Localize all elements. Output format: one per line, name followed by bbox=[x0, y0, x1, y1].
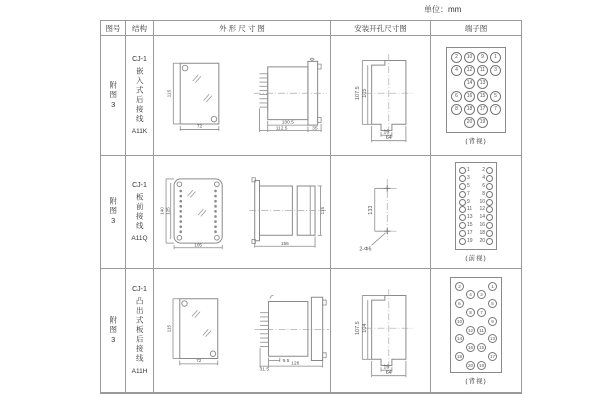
dim-label: 104 bbox=[361, 323, 368, 333]
front-view-drawing bbox=[154, 54, 230, 138]
structure-name: CJ-1 bbox=[132, 286, 147, 294]
terminal-caption: (前视) bbox=[465, 255, 487, 262]
fig-no-text: 附图3 bbox=[108, 315, 118, 346]
model-code: A11K bbox=[131, 128, 148, 135]
dim-label: 105 bbox=[361, 88, 368, 98]
structure-name: CJ-1 bbox=[132, 56, 147, 63]
dim-label: 125 bbox=[165, 207, 171, 215]
front-view-drawing bbox=[154, 289, 229, 373]
terminal-caption: (背视) bbox=[465, 377, 487, 385]
dim-label: 72 bbox=[196, 358, 202, 364]
row1-outline-cell bbox=[154, 36, 331, 156]
front-view-drawing bbox=[154, 171, 231, 253]
header-fig-no: 图号 bbox=[101, 21, 126, 36]
row1-structure bbox=[126, 36, 154, 156]
fig-no-text: 附图3 bbox=[108, 80, 118, 111]
clip-hook-icon bbox=[270, 295, 274, 298]
mount-hole-drawing bbox=[342, 283, 420, 378]
header-mount: 安装开孔尺寸图 bbox=[331, 21, 431, 36]
dim-label: 126 bbox=[290, 361, 299, 367]
header-terminal: 端子图 bbox=[431, 21, 521, 36]
dim-label: 115 bbox=[320, 206, 326, 215]
row3-fig-no bbox=[101, 269, 126, 393]
mirror-hatch-icon bbox=[192, 310, 211, 336]
row2-mount-cell bbox=[331, 156, 431, 269]
dim-label: 115 bbox=[167, 324, 173, 332]
dim-label: 16 bbox=[382, 129, 389, 136]
header-structure: 结构 bbox=[126, 21, 154, 36]
mount-hole-drawing bbox=[342, 48, 420, 143]
row1-mount-cell bbox=[331, 36, 431, 156]
row3-terminal-cell bbox=[431, 269, 521, 393]
row2-structure bbox=[126, 156, 154, 269]
dim-label: 64 bbox=[385, 135, 392, 142]
structure-type: 凸出式板后接线 bbox=[135, 297, 145, 364]
terminal-caption: (背视) bbox=[465, 137, 487, 145]
dim-label: 140 bbox=[159, 207, 165, 215]
dim-label: 64 bbox=[385, 370, 392, 377]
dim-label: 100.5 bbox=[281, 120, 294, 126]
model-code: A11H bbox=[131, 367, 148, 375]
pin-comb bbox=[259, 72, 267, 111]
unit-label: 单位：mm bbox=[424, 5, 462, 14]
row1-terminal-cell bbox=[431, 36, 521, 156]
dim-label: 16 bbox=[382, 364, 389, 371]
fig-no-text: 附图3 bbox=[108, 197, 118, 227]
clip-hook-icon bbox=[310, 58, 314, 60]
row3-mount-cell bbox=[331, 269, 431, 393]
dim-label: 72 bbox=[196, 123, 203, 129]
dim-label: 107.5 bbox=[354, 86, 361, 100]
mirror-hatch-icon bbox=[187, 190, 206, 216]
row2-outline-cell bbox=[154, 156, 331, 269]
mount-hole-drawing bbox=[342, 165, 420, 260]
structure-name: CJ-1 bbox=[132, 182, 147, 189]
row3-outline-cell bbox=[154, 269, 331, 393]
dim-label: 115 bbox=[167, 89, 173, 97]
side-view-drawing bbox=[239, 289, 330, 373]
dim-label: 105 bbox=[194, 242, 203, 248]
dim-label: 31.5 bbox=[259, 366, 269, 372]
side-view-drawing bbox=[240, 55, 330, 137]
row2-terminal-cell bbox=[431, 156, 521, 269]
dim-label: 2-Φ6 bbox=[358, 246, 372, 253]
dim-label: 9.5 bbox=[282, 358, 290, 364]
terminal-diagram: 1 2 3 4 5 6 7 8 9 10 11 12 13 14 15 16 17 18 19 20 bbox=[455, 162, 497, 250]
row2-fig-no bbox=[101, 156, 126, 269]
dim-label: 133 bbox=[367, 205, 374, 215]
dim-label: 107.5 bbox=[354, 321, 361, 335]
side-view-drawing bbox=[241, 171, 330, 253]
mirror-hatch-icon bbox=[193, 74, 212, 101]
structure-type: 嵌入式后接线 bbox=[135, 67, 145, 124]
dim-label: 156 bbox=[280, 241, 289, 247]
terminal-diagram: 2 1 4 3 6 5 8 7 10 9 12 11 14 13 16 15 18 17 20 19 bbox=[450, 277, 502, 373]
row1-fig-no bbox=[101, 36, 126, 156]
dim-label: 112.5 bbox=[275, 125, 288, 131]
header-outline: 外 形 尺 寸 图 bbox=[154, 21, 331, 36]
terminal-diagram: 2 10 9 1 4 12 11 3 14 13 6 16 15 5 8 18 17 7 20 19 bbox=[446, 47, 506, 133]
dim-label: 35 bbox=[312, 125, 318, 131]
structure-type: 板前接线 bbox=[135, 193, 145, 231]
row3-structure bbox=[126, 269, 154, 393]
model-code: A11Q bbox=[131, 235, 148, 242]
dimension-table bbox=[100, 20, 522, 394]
